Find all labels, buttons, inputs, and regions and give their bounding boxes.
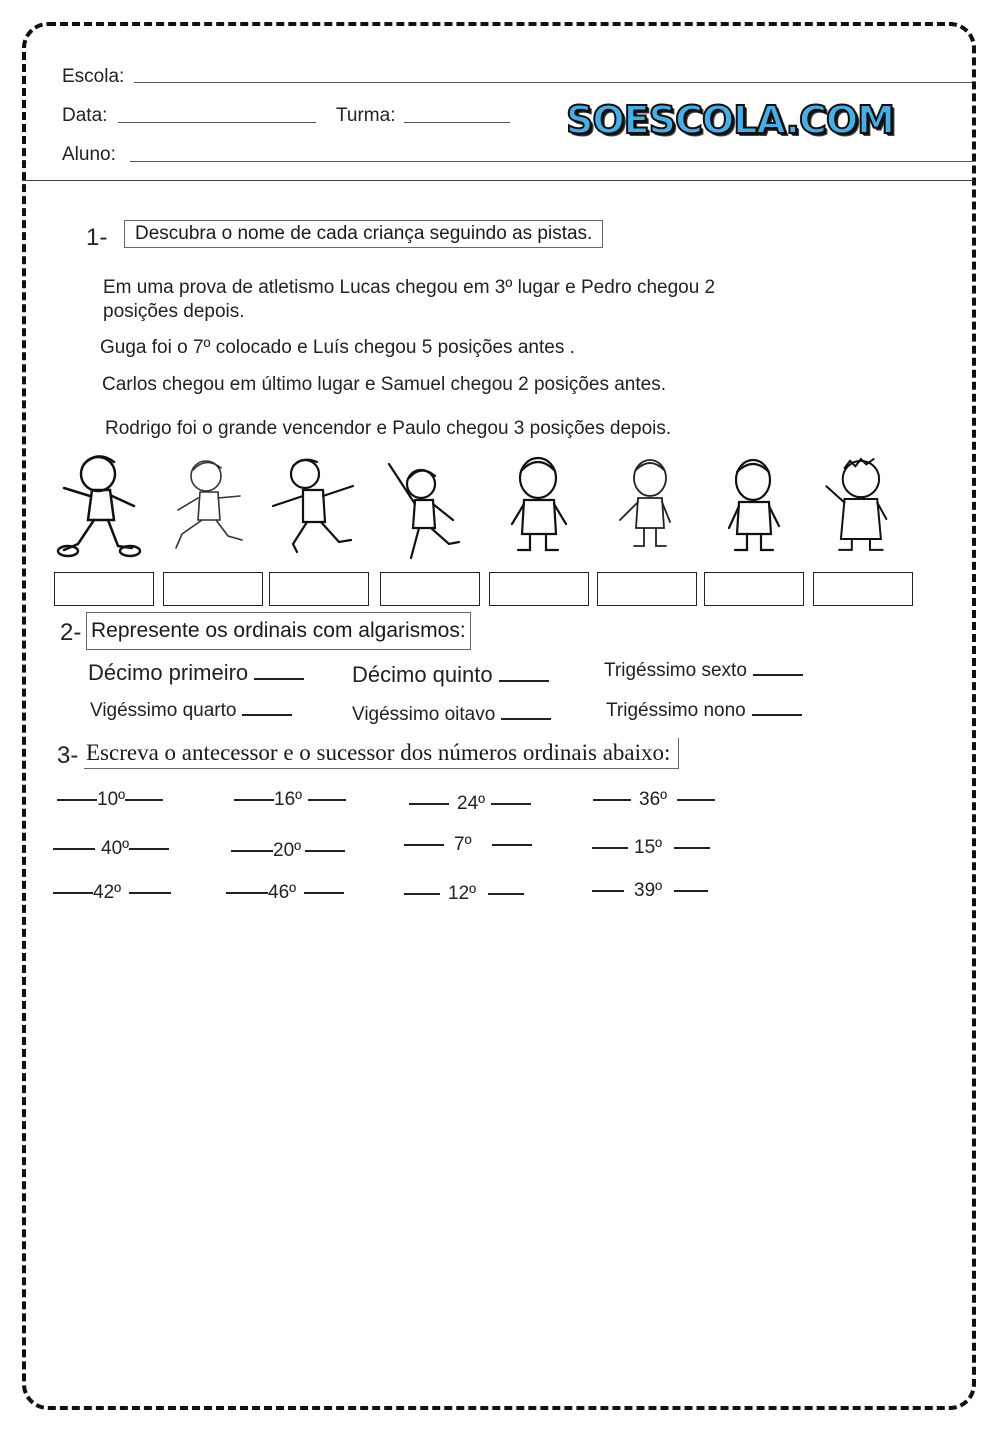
q3-after-9[interactable] (129, 892, 171, 894)
q3-before-4[interactable] (593, 799, 631, 801)
q3-before-8[interactable] (592, 847, 628, 849)
q1-number: 1- (86, 224, 108, 251)
child-7-illustration (705, 450, 805, 568)
child-1-illustration (50, 450, 150, 568)
school-field[interactable] (134, 82, 972, 83)
q2-answer-1[interactable] (254, 678, 304, 680)
q2-item-3: Trigéssimo sexto (604, 660, 803, 682)
q3-item-8: 15º (592, 837, 710, 859)
q3-item-2: 16º (234, 789, 346, 811)
q3-after-4[interactable] (677, 799, 715, 801)
children-illustrations (50, 450, 920, 568)
soescola-logo: SOESCOLA.COM (566, 98, 894, 142)
q1-clue-3: Carlos chegou em último lugar e Samuel chegou 2 posições antes. (102, 374, 666, 395)
q2-item-4: Vigéssimo quarto (90, 700, 292, 722)
student-label: Aluno: (62, 144, 116, 165)
q3-number: 3- (57, 742, 79, 769)
q2-instruction: Represente os ordinais com algarismos: (86, 612, 471, 650)
q2-item-5: Vigéssimo oitavo (352, 704, 551, 726)
child-2-illustration (160, 450, 260, 568)
child-8-illustration (810, 450, 910, 568)
class-label: Turma: (336, 105, 396, 126)
q3-before-9[interactable] (53, 892, 93, 894)
q3-item-7: 7º (404, 834, 532, 856)
q3-before-11[interactable] (404, 893, 440, 895)
name-answer-box-4[interactable] (380, 572, 480, 606)
header-divider (22, 180, 974, 181)
child-4-illustration (375, 450, 475, 568)
q2-answer-2[interactable] (499, 680, 549, 682)
student-field[interactable] (130, 161, 974, 162)
q3-before-2[interactable] (234, 799, 274, 801)
q2-answer-6[interactable] (752, 714, 802, 716)
q3-before-10[interactable] (226, 892, 268, 894)
q3-item-10: 46º (226, 882, 344, 904)
q3-after-5[interactable] (129, 848, 169, 850)
q3-item-11: 12º (404, 883, 524, 905)
q3-before-12[interactable] (592, 890, 624, 892)
name-answer-box-3[interactable] (269, 572, 369, 606)
child-5-illustration (490, 450, 590, 568)
q3-item-12: 39º (592, 880, 708, 902)
q2-item-6: Trigéssimo nono (606, 700, 802, 722)
name-answer-box-2[interactable] (163, 572, 263, 606)
school-label: Escola: (62, 66, 125, 87)
q1-clue-4: Rodrigo foi o grande vencendor e Paulo chegou 3 posições depois. (105, 418, 672, 439)
q2-answer-3[interactable] (753, 674, 803, 676)
q3-item-9: 42º (53, 882, 171, 904)
name-answer-box-5[interactable] (489, 572, 589, 606)
q3-item-1: 10º (57, 789, 163, 811)
date-label: Data: (62, 105, 108, 126)
q2-answer-4[interactable] (242, 714, 292, 716)
q2-answer-5[interactable] (501, 718, 551, 720)
q3-after-2[interactable] (308, 799, 346, 801)
q2-item-2: Décimo quinto (352, 662, 549, 688)
name-answer-box-7[interactable] (704, 572, 804, 606)
name-answer-box-6[interactable] (597, 572, 697, 606)
q3-before-1[interactable] (57, 799, 97, 801)
q3-item-6: 20º (231, 840, 345, 862)
q3-after-7[interactable] (492, 844, 532, 846)
q3-after-8[interactable] (674, 847, 710, 849)
q3-after-10[interactable] (304, 892, 344, 894)
q2-number: 2- (60, 619, 82, 646)
q1-instruction: Descubra o nome de cada criança seguindo as pistas. (124, 220, 603, 248)
child-3-illustration (265, 450, 365, 568)
q3-before-5[interactable] (53, 848, 95, 850)
q3-instruction: Escreva o antecessor e o sucessor dos números ordinais abaixo: (84, 738, 679, 769)
date-field[interactable] (118, 122, 316, 123)
q3-before-6[interactable] (231, 850, 273, 852)
name-answer-box-8[interactable] (813, 572, 913, 606)
q1-clue-2: Guga foi o 7º colocado e Luís chegou 5 posições antes . (100, 337, 575, 358)
q3-before-7[interactable] (404, 844, 444, 846)
q3-after-12[interactable] (674, 890, 708, 892)
name-answer-box-1[interactable] (54, 572, 154, 606)
q3-after-1[interactable] (125, 799, 163, 801)
q1-clue-1b: posições depois. (103, 301, 245, 322)
q1-clue-1: Em uma prova de atletismo Lucas chegou em 3º lugar e Pedro chegou 2 (103, 277, 716, 298)
child-6-illustration (598, 450, 698, 568)
q3-before-3[interactable] (409, 803, 449, 805)
class-field[interactable] (404, 122, 510, 123)
q3-after-6[interactable] (305, 850, 345, 852)
q3-item-4: 36º (593, 789, 715, 811)
q2-item-1: Décimo primeiro (88, 660, 304, 686)
q3-after-3[interactable] (491, 803, 531, 805)
q3-after-11[interactable] (488, 893, 524, 895)
q3-item-5: 40º (53, 838, 169, 860)
q3-item-3: 24º (409, 793, 531, 815)
